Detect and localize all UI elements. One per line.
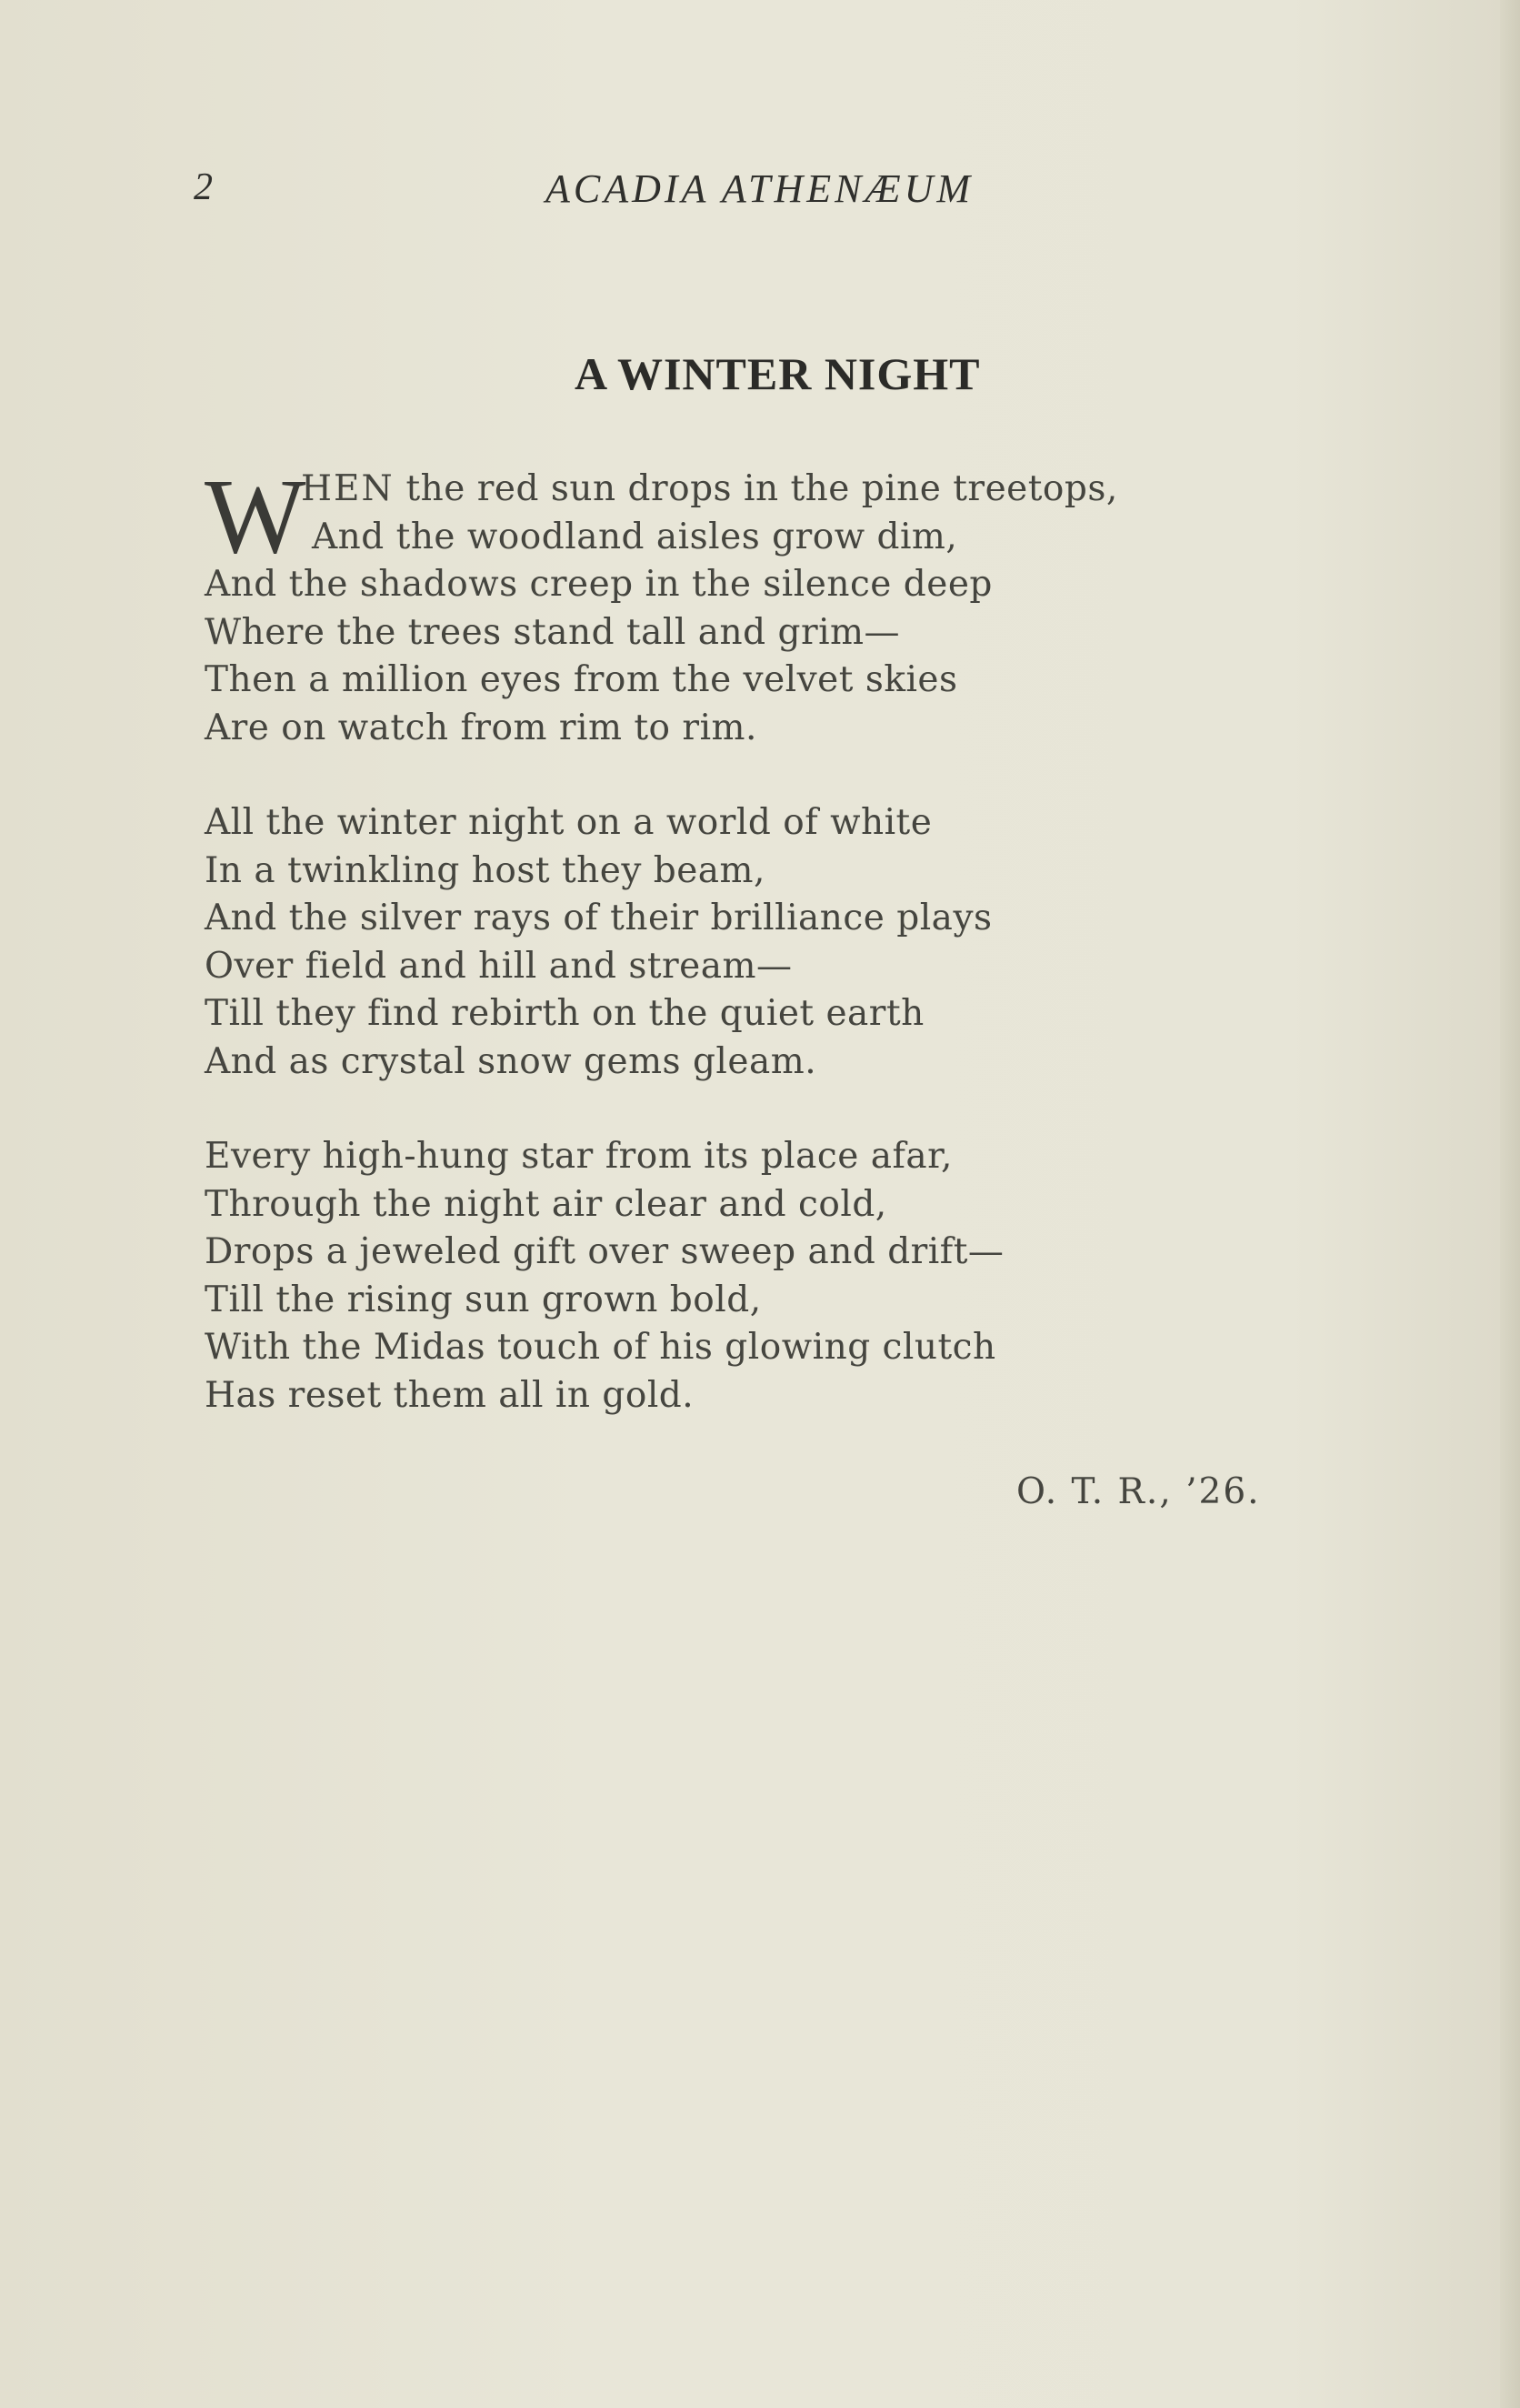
poem-line: All the winter night on a world of white [205,802,933,843]
poem-line: Are on watch from rim to rim. [205,707,757,748]
poem-title: A WINTER NIGHT [575,348,981,399]
poem-body [205,457,1295,1467]
poem-line: And the shadows creep in the silence deep [205,564,993,605]
poem-line: And the woodland aisles grow dim, [312,516,958,557]
stanza-2 [205,799,1295,1086]
first-line-rest: the red sun drops in the pine treetops, [394,468,1118,509]
running-head: ACADIA ATHENÆUM [545,166,975,211]
poem-line: Over field and hill and stream— [205,945,793,987]
poem-line: Till the rising sun grown bold, [205,1279,762,1320]
page-edge [1500,0,1520,2408]
stanza-3 [205,1133,1295,1420]
poem-line [205,466,1295,514]
poem-line: Drops a jeweled gift over sweep and drift— [205,1231,1005,1272]
page-number: 2 [194,166,213,208]
drop-cap: W [205,457,306,576]
author-signature: O. T. R., ’26. [1016,1471,1261,1512]
poem-line: In a twinkling host they beam, [205,849,765,891]
stanza-1 [205,457,1295,752]
poem-line: And as crystal snow gems gleam. [205,1040,817,1082]
page-header [0,166,1520,220]
poem-line: Through the night air clear and cold, [205,1183,887,1225]
poem-line: And the silver rays of their brilliance plays [205,898,993,938]
first-line-caps: HEN [301,468,395,509]
poem-line: Where the trees stand tall and grim— [205,611,901,653]
poem-line: Then a million eyes from the velvet skies [205,659,958,700]
poem-line: Every high-hung star from its place afar, [205,1136,953,1177]
poem-line: Has reset them all in gold. [205,1374,695,1416]
poem-line: With the Midas touch of his glowing clutch [205,1327,996,1368]
poem-line: Till they find rebirth on the quiet earth [205,993,925,1034]
